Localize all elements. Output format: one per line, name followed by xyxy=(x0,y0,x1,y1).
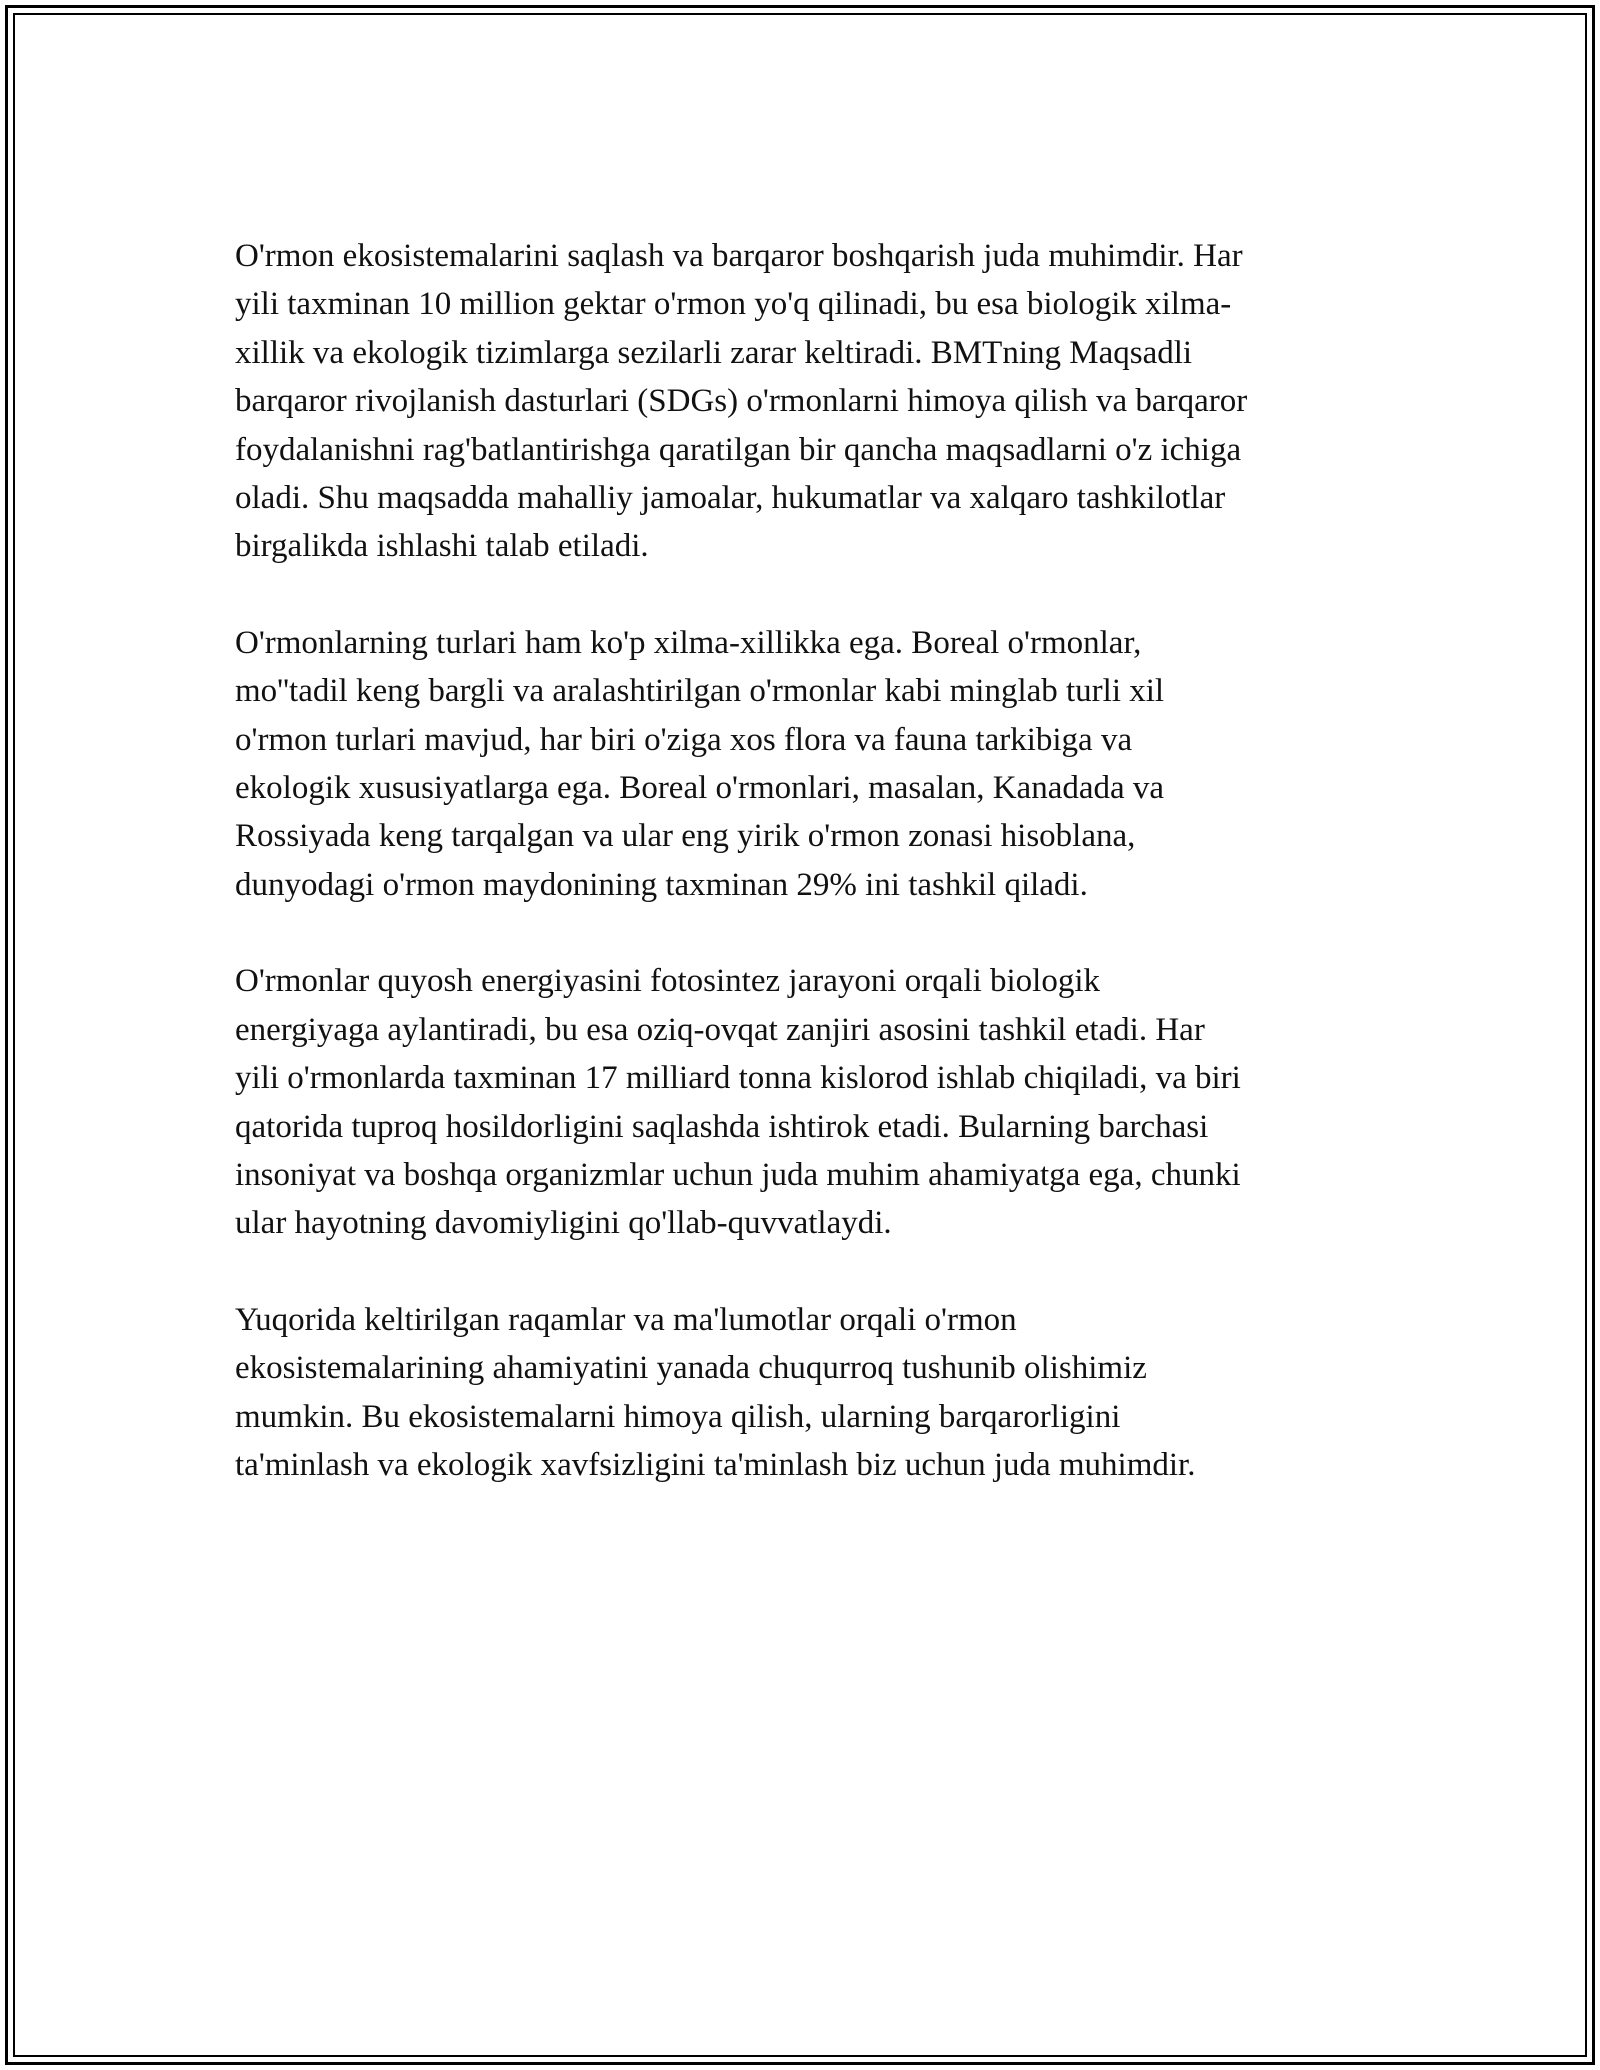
paragraph-forest-types: O'rmonlarning turlari ham ko'p xilma-xillikka ega. Boreal o'rmonlar, mo''tadil keng bargli va aralashtirilgan o'rmonlar kabi minglab turli xil o'rmon turlari mavjud, har biri o'ziga xos flora va fauna tarkibiga va ekologik xususiyatlarga ega. Boreal o'rmonlari, masalan, Kanadada va Rossiyada keng tarqalgan va ular eng yirik o'rmon zonasi hisoblana, dunyodagi o'rmon maydonining taxminan 29% ini tashkil qiladi. xyxy=(235,624,1165,903)
paragraph-photosynthesis-oxygen: O'rmonlar quyosh energiyasini fotosintez jarayoni orqali biologik energiyaga aylantiradi, bu esa oziq-ovqat zanjiri asosini tashkil etadi. Har yili o'rmonlarda taxminan 17 milliard tonna kislorod ishlab chiqiladi, va biri qatorida tuproq hosildorligini saqlashda ishtirok etadi. Bularning barchasi insoniyat va boshqa organizmlar uchun juda muhim ahamiyatga ega, chunki ular hayotning davomiyligini qo'llab-quvvatlaydi. xyxy=(235,963,1241,1242)
paragraph-forest-ecosystem-conservation: O'rmon ekosistemalarini saqlash va barqaror boshqarish juda muhimdir. Har yili taxminan 10 million gektar o'rmon yo'q qilinadi, bu esa biologik xilma- xillik va ekologik tizimlarga sezilarli zarar keltiradi. BMTning Maqsadli barqaror rivojlanish dasturlari (SDGs) o'rmonlarni himoya qilish va barqaror foydalanishni rag'batlantirishga qaratilgan bir qancha maqsadlarni o'z ichiga oladi. Shu maqsadda mahalliy jamoalar, hukumatlar va xalqaro tashkilotlar birgalikda ishlashi talab etiladi. xyxy=(235,238,1248,565)
document-body xyxy=(235,232,1375,1489)
paragraph-conclusion: Yuqorida keltirilgan raqamlar va ma'lumotlar orqali o'rmon ekosistemalarining ahamiyatini yanada chuqurroq tushunib olishimiz mumkin. Bu ekosistemalarni himoya qilish, ularning barqarorligini ta'minlash va ekologik xavfsizligini ta'minlash biz uchun juda muhimdir. xyxy=(235,1301,1196,1483)
